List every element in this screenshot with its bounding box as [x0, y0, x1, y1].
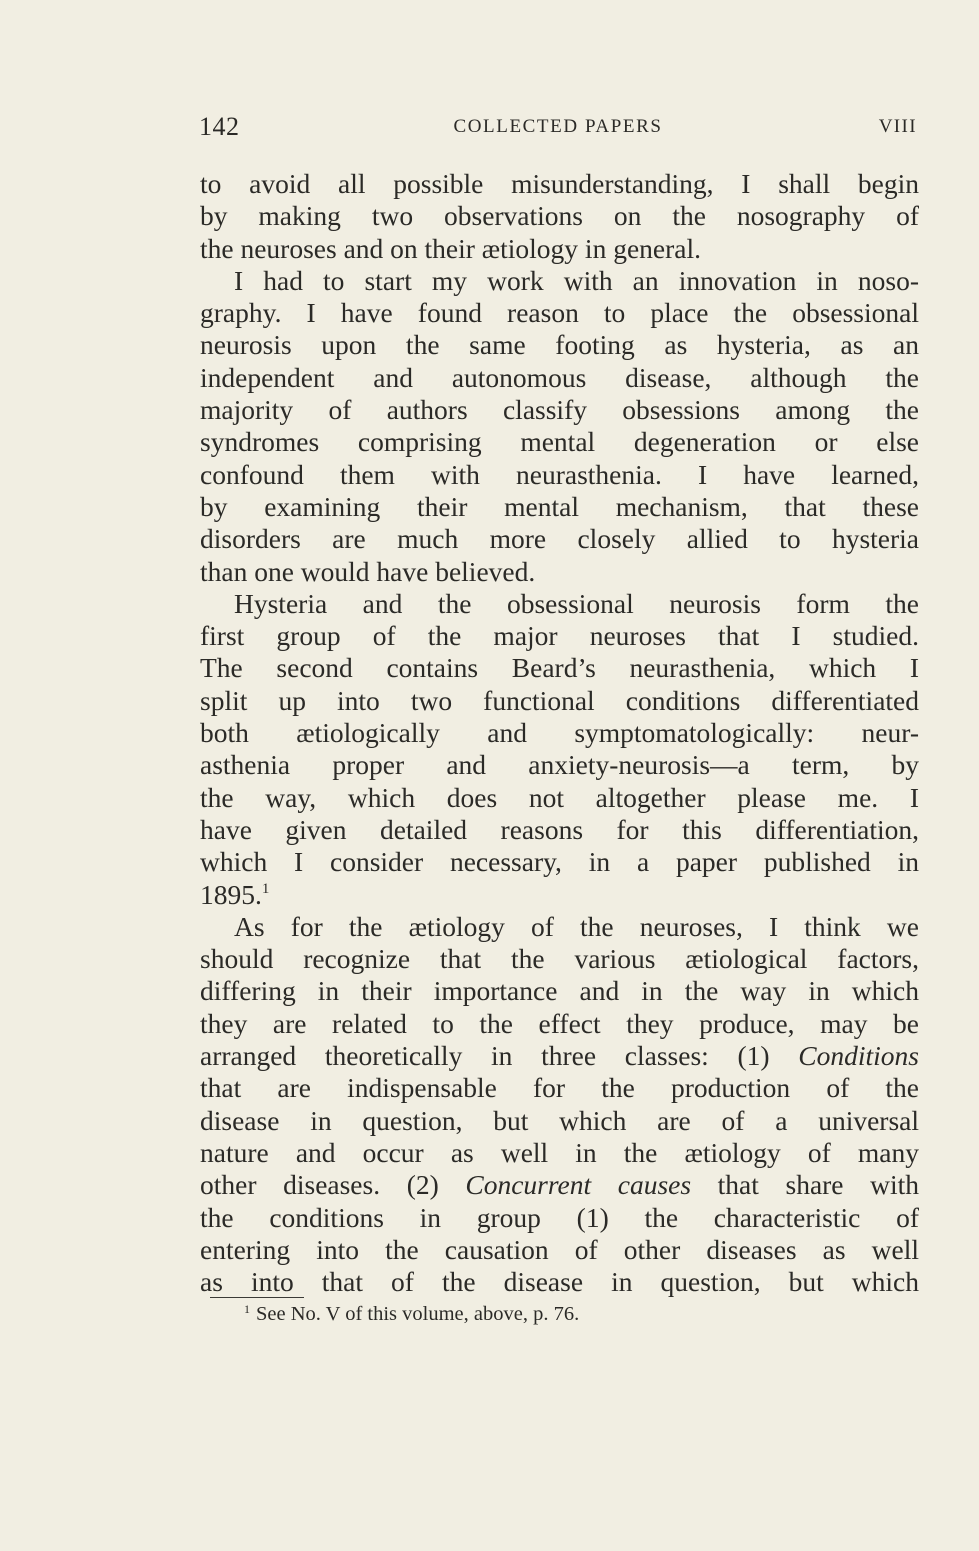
text-line: should recognize that the various ætiological factors,: [200, 943, 919, 975]
text-line: confound them with neurasthenia. I have learned,: [200, 458, 919, 490]
text-line: disorders are much more closely allied to hysteria: [200, 523, 919, 555]
text-line: Hysteria and the obsessional neurosis form the: [234, 587, 919, 619]
line-text: other diseases. (2): [200, 1169, 466, 1201]
text-line-with-italic: [200, 1040, 919, 1072]
section-number: VIII: [878, 116, 917, 137]
text-line: split up into two functional conditions differentiated: [200, 684, 919, 716]
italic-term-concurrent-causes: Concurrent causes: [465, 1169, 692, 1201]
text-line: the neuroses and on their ætiology in general.: [200, 232, 701, 264]
text-line: by examining their mental mechanism, that these: [200, 490, 919, 522]
footnote-text: See No. V of this volume, above, p. 76.: [256, 1303, 580, 1325]
text-line: by making two observations on the nosography of: [200, 200, 919, 232]
text-line: asthenia proper and anxiety-neurosis—a term, by: [200, 749, 919, 781]
text-line: as into that of the disease in question, but which: [200, 1266, 919, 1298]
running-head: [197, 112, 919, 142]
text-line: disease in question, but which are of a universal: [200, 1104, 919, 1136]
text-line-with-italic: [200, 1169, 919, 1201]
text-line: graphy. I have found reason to place the obsessional: [200, 297, 919, 329]
text-line: the conditions in group (1) the characteristic of: [200, 1201, 919, 1233]
text-line: nature and occur as well in the ætiology of many: [200, 1136, 919, 1168]
line-text: arranged theoretically in three classes: (1): [200, 1040, 799, 1072]
text-line: differing in their importance and in the way in which: [200, 975, 919, 1007]
text-line: both ætiologically and symptomatologically: neur-: [200, 717, 919, 749]
text-line: have given detailed reasons for this differentiation,: [200, 813, 919, 845]
text-line: The second contains Beard’s neurasthenia, which I: [200, 652, 919, 684]
line-text-continued: that share with: [691, 1169, 919, 1201]
italic-term-conditions: Conditions: [798, 1040, 919, 1072]
body-text: [200, 168, 919, 1298]
text-line: first group of the major neuroses that I studied.: [200, 620, 919, 652]
text-line: majority of authors classify obsessions among the: [200, 394, 919, 426]
text-line: neurosis upon the same footing as hysteria, as an: [200, 329, 919, 361]
text-line: independent and autonomous disease, although the: [200, 361, 919, 393]
text-line: the way, which does not altogether please me. I: [200, 781, 919, 813]
text-line: than one would have believed.: [200, 555, 536, 587]
footnote-divider: [210, 1297, 304, 1298]
text-line: that are indispensable for the production of the: [200, 1072, 919, 1104]
page-number: 142: [199, 112, 240, 141]
year-text: 1895.: [200, 878, 262, 910]
footnote: [244, 1300, 579, 1328]
text-line: As for the ætiology of the neuroses, I think we: [234, 910, 919, 942]
text-line: which I consider necessary, in a paper published in: [200, 846, 919, 878]
text-line: syndromes comprising mental degeneration or else: [200, 426, 919, 458]
text-line: they are related to the effect they produce, may be: [200, 1007, 919, 1039]
footnote-marker: 1: [244, 1302, 250, 1316]
text-line: I had to start my work with an innovation in noso-: [234, 264, 919, 296]
footnote-reference: 1: [261, 880, 270, 897]
text-line: entering into the causation of other diseases as well: [200, 1233, 919, 1265]
text-line: to avoid all possible misunderstanding, I shall begin: [200, 168, 919, 199]
running-title: COLLECTED PAPERS: [453, 116, 663, 137]
text-line-with-footnote-ref: [200, 879, 919, 911]
